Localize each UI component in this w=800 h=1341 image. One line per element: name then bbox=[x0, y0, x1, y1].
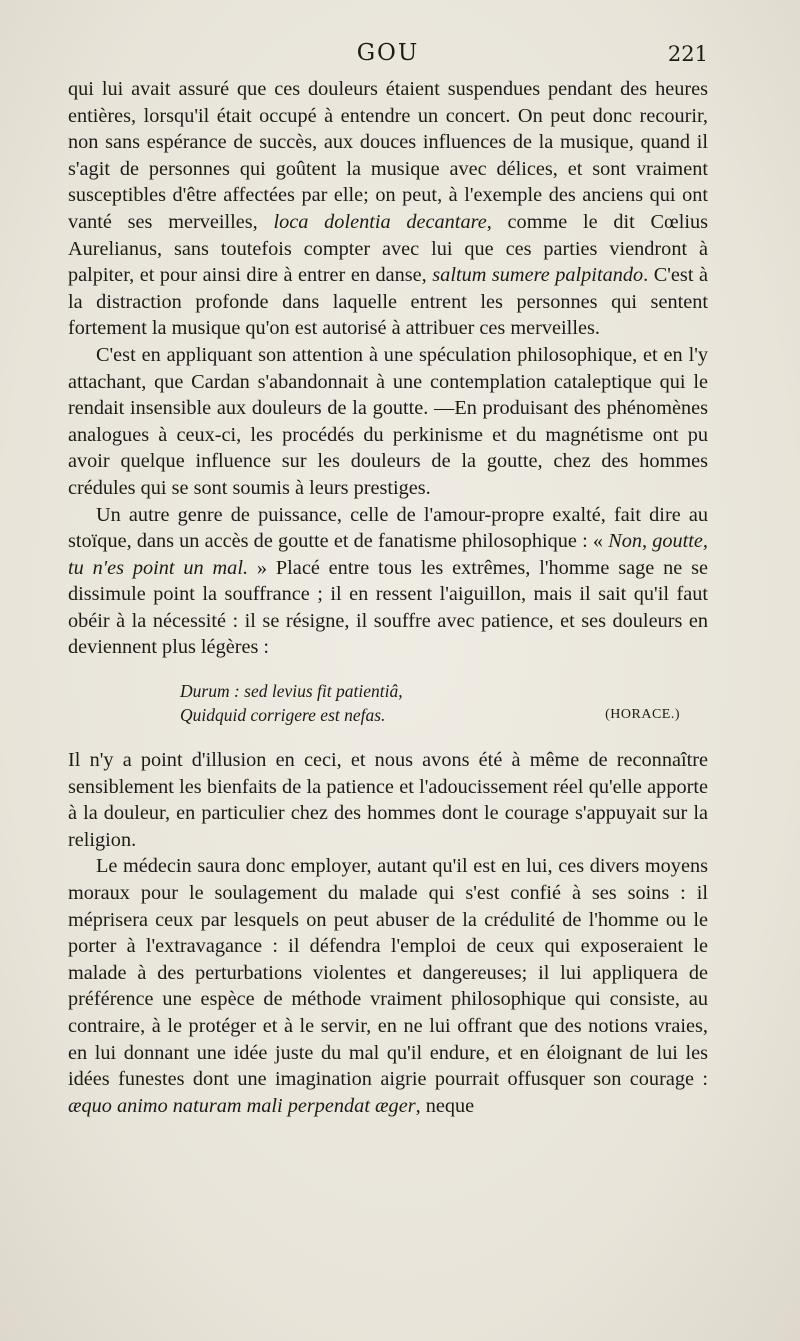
page-number: 221 bbox=[667, 42, 708, 66]
stoic-quote: Non, goutte, tu n'es point un mal. bbox=[68, 530, 708, 579]
latin-phrase: loca dolentia decantare bbox=[273, 210, 487, 233]
paragraph-4: Il n'y a point d'illusion en ceci, et nous avons été à même de reconnaître sensiblement les bienfaits de la patience et l'adoucissement réel qu'elle apporte à la douleur, en particulier chez des hommes dont le courage s'appuyait sur la religion. bbox=[68, 749, 708, 851]
latin-phrase: æquo animo naturam mali perpendat æger bbox=[68, 1094, 416, 1117]
body-text bbox=[68, 76, 708, 1119]
verse-line: Durum : sed levius fit patientiâ, bbox=[180, 681, 403, 702]
quote-attribution: (HORACE.) bbox=[605, 707, 680, 723]
paragraph-3: Un autre genre de puissance, celle de l'amour-propre exalté, fait dire au stoïque, dans un accès de goutte et de fanatisme philosophique : « Non, goutte, tu n'es point un mal. » Placé entre tous les extrêmes, l'homme sage ne se dissimule point la souffrance ; il en ressent l'aiguillon, mais il sait qu'il faut obéir à la nécessité : il se résigne, il souffre avec patience, et ses douleurs en deviennent plus légères : bbox=[68, 503, 708, 659]
latin-phrase: saltum sumere palpitando bbox=[432, 264, 644, 287]
verse-quote bbox=[68, 679, 708, 729]
paragraph-1: qui lui avait assuré que ces douleurs étaient suspendues pendant des heures entières, lorsqu'il était occupé à entendre un concert. On peut donc recourir, non sans espérance de succès, aux douces influences de la musique, quand il s'agit de personnes qui goûtent la musique avec délices, et sont vraiment susceptibles d'être affectées par elle; on peut, à l'exemple des anciens qui ont vanté ses merveilles, loca dolentia decantare, comme le dit Cœlius Aurelianus, sans toutefois compter avec lui que ces parties viendront à palpiter, et pour ainsi dire à entrer en danse, saltum sumere palpitando. C'est à la distraction profonde dans laquelle entrent les personnes qui sentent fortement la musique qu'on est autorisé à attribuer ces merveilles. bbox=[68, 78, 709, 340]
paragraph-2: C'est en appliquant son attention à une spéculation philosophique, et en l'y attachant, que Cardan s'abandonnait à une contemplation cataleptique qui le rendait insensible aux douleurs de la goutte. —En produisant des phénomènes analogues à ceux-ci, les procédés du perkinisme et du magnétisme ont pu avoir quelque influence sur les douleurs de la goutte, chez des hommes crédules qui se sont soumis à leurs prestiges. bbox=[68, 343, 708, 499]
verse-line: Quidquid corrigere est nefas. bbox=[180, 705, 386, 726]
running-head: GOU bbox=[356, 40, 420, 66]
paragraph-5: Le médecin saura donc employer, autant qu'il est en lui, ces divers moyens moraux pour le soulagement du malade qui s'est confié à ses soins : il méprisera ceux par lesquels on peut abuser de la crédulité de l'homme ou le porter à l'extravagance : il défendra l'emploi de ceux qui exposeraient le malade à des perturbations violentes et dangereuses; il lui appliquera de préférence une espèce de méthode vraiment philosophique qui consiste, au contraire, à le protéger et à le servir, en ne lui offrant que des notions vraies, en lui donnant une idée juste du mal qu'il endure, et en éloignant de lui les idées funestes dont une imagination aigrie pourrait offusquer son courage : æquo animo naturam mali perpendat æger, neque bbox=[68, 855, 708, 1117]
page-header bbox=[68, 40, 708, 74]
